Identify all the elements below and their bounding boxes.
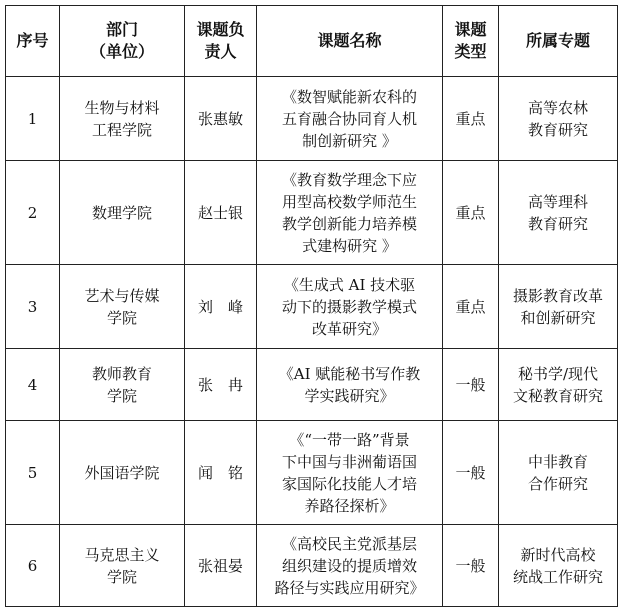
cell-index: 5 — [6, 421, 60, 525]
cell-type: 重点 — [443, 77, 499, 161]
cell-title: 《高校民主党派基层 组织建设的提质增效 路径与实践应用研究》 — [257, 525, 443, 607]
cell-title: 《生成式 AI 技术驱 动下的摄影教学模式 改革研究》 — [257, 265, 443, 349]
table-row — [6, 265, 618, 349]
header-dept: 部门 （单位） — [60, 6, 185, 77]
cell-dept: 生物与材料 工程学院 — [60, 77, 185, 161]
cell-title: 《教育数学理念下应 用型高校数学师范生 教学创新能力培养模 式建构研究 》 — [257, 161, 443, 265]
cell-topic: 摄影教育改革 和创新研究 — [499, 265, 618, 349]
cell-type: 一般 — [443, 421, 499, 525]
cell-type: 一般 — [443, 349, 499, 421]
header-type: 课题 类型 — [443, 6, 499, 77]
cell-topic: 高等农林 教育研究 — [499, 77, 618, 161]
cell-index: 3 — [6, 265, 60, 349]
cell-index: 6 — [6, 525, 60, 607]
project-table-container — [5, 5, 618, 607]
table-row — [6, 525, 618, 607]
cell-index: 1 — [6, 77, 60, 161]
project-table — [5, 5, 618, 607]
cell-topic: 高等理科 教育研究 — [499, 161, 618, 265]
header-leader: 课题负 责人 — [185, 6, 257, 77]
cell-type: 一般 — [443, 525, 499, 607]
cell-leader: 闻 铭 — [185, 421, 257, 525]
cell-title: 《数智赋能新农科的 五育融合协同育人机 制创新研究 》 — [257, 77, 443, 161]
header-index: 序号 — [6, 6, 60, 77]
cell-index: 4 — [6, 349, 60, 421]
cell-topic: 秘书学/现代 文秘教育研究 — [499, 349, 618, 421]
cell-dept: 艺术与传媒 学院 — [60, 265, 185, 349]
cell-leader: 张 冉 — [185, 349, 257, 421]
cell-leader: 刘 峰 — [185, 265, 257, 349]
table-header-row — [6, 6, 618, 77]
cell-leader: 张惠敏 — [185, 77, 257, 161]
table-row — [6, 161, 618, 265]
cell-dept: 马克思主义 学院 — [60, 525, 185, 607]
table-row — [6, 77, 618, 161]
cell-title: 《AI 赋能秘书写作教 学实践研究》 — [257, 349, 443, 421]
cell-dept: 数理学院 — [60, 161, 185, 265]
cell-leader: 张祖晏 — [185, 525, 257, 607]
cell-type: 重点 — [443, 265, 499, 349]
header-topic: 所属专题 — [499, 6, 618, 77]
cell-leader: 赵士银 — [185, 161, 257, 265]
cell-index: 2 — [6, 161, 60, 265]
header-title: 课题名称 — [257, 6, 443, 77]
cell-dept: 教师教育 学院 — [60, 349, 185, 421]
table-row — [6, 421, 618, 525]
cell-topic: 新时代高校 统战工作研究 — [499, 525, 618, 607]
cell-type: 重点 — [443, 161, 499, 265]
table-row — [6, 349, 618, 421]
cell-dept: 外国语学院 — [60, 421, 185, 525]
cell-title: 《“一带一路”背景 下中国与非洲葡语国 家国际化技能人才培 养路径探析》 — [257, 421, 443, 525]
cell-topic: 中非教育 合作研究 — [499, 421, 618, 525]
